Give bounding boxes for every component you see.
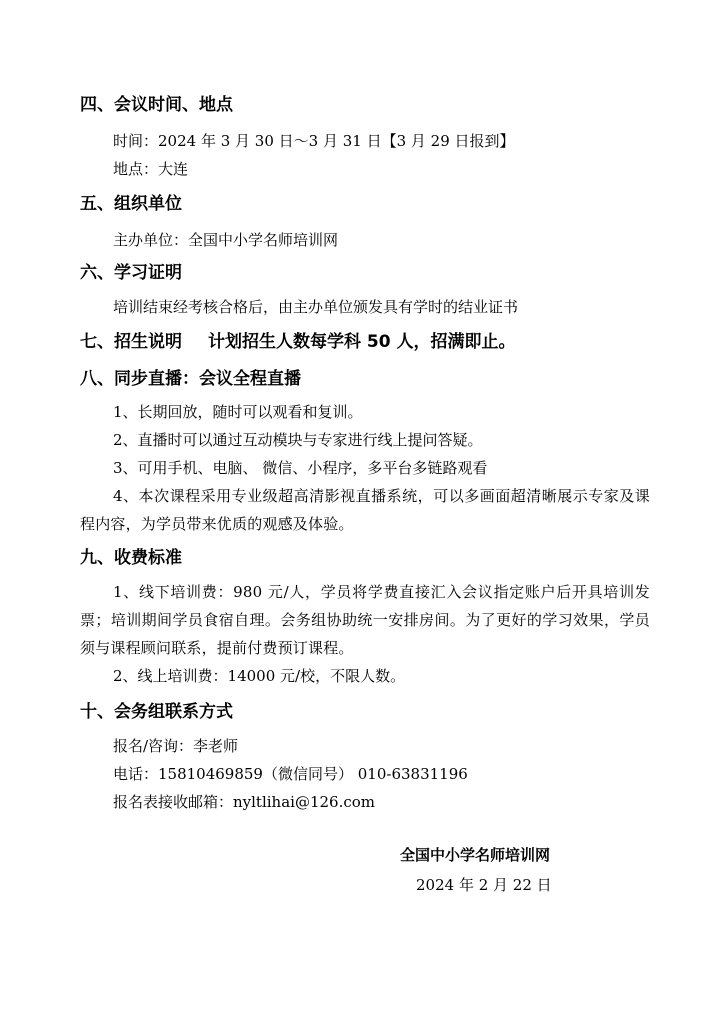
certificate-text: 培训结束经考核合格后，由主办单位颁发具有学时的结业证书 — [113, 298, 519, 316]
contact-email: 报名表接收邮箱：nyltlihai@126.com — [113, 793, 376, 811]
meeting-place: 地点：大连 — [113, 160, 189, 178]
host-organizer: 主办单位：全国中小学名师培训网 — [113, 231, 339, 249]
livestream-item-1: 1、长期回放，随时可以观看和复训。 — [113, 403, 363, 421]
section-heading-contact: 十、会务组联系方式 — [80, 702, 233, 722]
livestream-item-3: 3、可用手机、电脑、 微信、小程序，多平台多链路观看 — [113, 459, 488, 477]
livestream-item-2: 2、直播时可以通过互动模块与专家进行线上提问答疑。 — [113, 431, 483, 449]
section-heading-fees: 九、收费标准 — [80, 548, 182, 568]
signature-date: 2024 年 2 月 22 日 — [416, 876, 552, 894]
section-heading-certificate: 六、学习证明 — [80, 263, 182, 283]
livestream-item-4: 4、本次课程采用专业级超高清影视直播系统，可以多画面超清晰展示专家及课程内容，为学员带来优质的观感及体验。 — [80, 487, 650, 533]
contact-inquiry: 报名/咨询：李老师 — [113, 737, 239, 755]
section-heading-livestream: 八、同步直播：会议全程直播 — [80, 369, 301, 389]
signature-org: 全国中小学名师培训网 — [400, 846, 551, 864]
section-heading-organizer: 五、组织单位 — [80, 194, 182, 214]
meeting-time: 时间：2024 年 3 月 30 日～3 月 31 日【3 月 29 日报到】 — [113, 132, 515, 150]
fees-item-2: 2、线上培训费：14000 元/校，不限人数。 — [113, 667, 406, 685]
enrollment-text: 计划招生人数每学科 50 人，招满即止。 — [208, 332, 516, 352]
section-heading-enrollment: 七、招生说明 — [80, 332, 182, 352]
fees-item-1: 1、线下培训费：980 元/人，学员将学费直接汇入会议指定账户后开具培训发票；培训期间学员食宿自理。会务组协助统一安排房间。为了更好的学习效果，学员须与课程顾问联系，提前付费预订课程。 — [80, 583, 650, 657]
section-enrollment — [80, 331, 516, 353]
contact-phone: 电话：15810469859（微信同号） 010-63831196 — [113, 765, 468, 783]
section-heading-meeting: 四、会议时间、地点 — [80, 95, 233, 115]
